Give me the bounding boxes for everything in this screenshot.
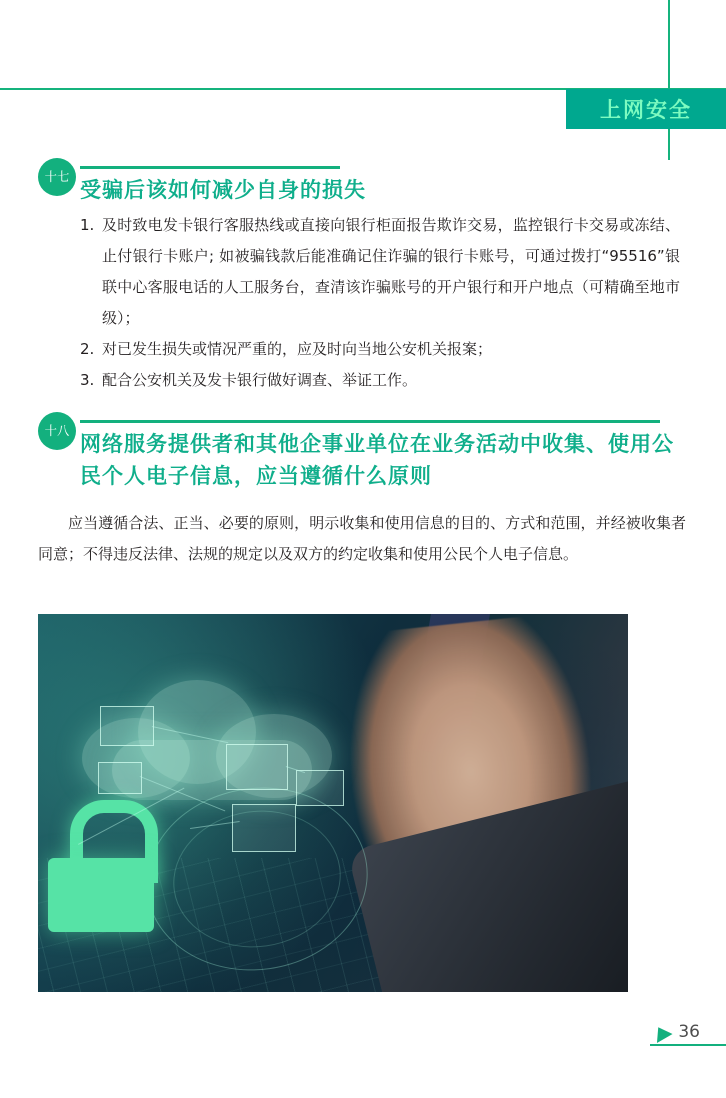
section-seventeen-title-rule [80,166,340,169]
list-item [80,334,680,365]
network-node-icon [98,762,142,794]
section-seventeen-number-badge [38,158,76,196]
section-eighteen-paragraph: 应当遵循合法、正当、必要的原则，明示收集和使用信息的目的、方式和范围，并经被收集者同意；不得违反法律、法规的规定以及双方的约定收集和使用公民个人电子信息。 [38,514,686,563]
footer-page-marker [654,1022,700,1042]
network-node-icon [100,706,154,746]
section-seventeen-body [80,210,680,396]
section-eighteen-title: 网络服务提供者和其他企事业单位在业务活动中收集、使用公民个人电子信息，应当遵循什么原则 [80,432,674,488]
section-eighteen-title-rule [80,420,660,423]
list-item-marker: 2. [80,340,95,358]
network-node-icon [296,770,344,806]
header-chapter-title: 上网安全 [600,98,692,122]
lock-icon [48,800,154,932]
header-chapter-band [566,89,726,129]
header-vertical-rule [668,0,670,160]
list-item-text: 配合公安机关及发卡银行做好调查、举证工作。 [102,371,418,389]
cloud-security-photo [38,614,628,992]
section-eighteen [38,412,688,563]
section-seventeen-header [38,158,688,204]
list-item-text: 及时致电发卡银行客服热线或直接向银行柜面报告欺诈交易，监控银行卡交易或冻结、止付银行卡账户; 如被骗钱款后能准确记住诈骗的银行卡账号，可通过拨打“95516”银联中心客服电话的人工服务台，查清该诈骗账号的开户银行和开户地点（可精确至地市级）； [102,216,680,327]
footer-rule [650,1044,726,1046]
network-node-icon [226,744,288,790]
list-item [80,365,680,396]
section-seventeen [38,158,688,389]
list-item [80,210,680,334]
section-eighteen-number-badge [38,412,76,450]
section-seventeen-number: 十七 [44,169,70,185]
section-eighteen-number: 十八 [44,423,70,439]
lock-body [48,858,154,932]
footer-caret-icon [651,1023,673,1043]
section-eighteen-body [38,508,686,570]
page-number: 36 [678,1022,700,1042]
section-seventeen-list [80,210,680,396]
list-item-marker: 1. [80,216,95,234]
list-item-text: 对已发生损失或情况严重的，应及时向当地公安机关报案； [102,340,493,358]
section-eighteen-header [38,412,688,488]
section-seventeen-title: 受骗后该如何减少自身的损失 [80,178,366,202]
network-node-icon [232,804,296,852]
list-item-marker: 3. [80,371,95,389]
